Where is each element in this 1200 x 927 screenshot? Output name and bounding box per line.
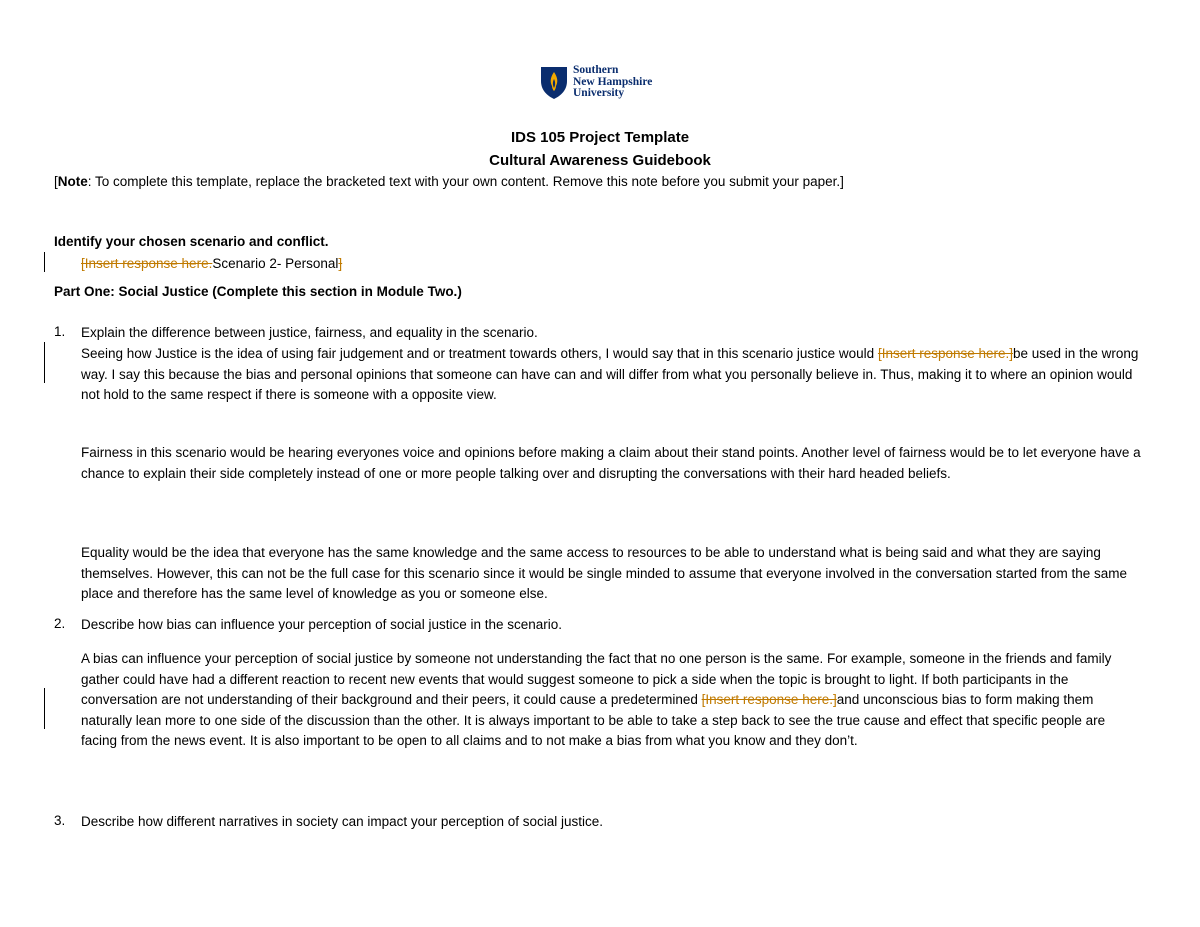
question-2-answer[interactable]: [81, 649, 1143, 752]
deleted-placeholder: [Insert response here.]: [877, 346, 1014, 361]
answer-text: Seeing how Justice is the idea of using fair judgement and or treatment towards others, I would say that in this scenario justice would: [81, 346, 878, 361]
scenario-answer: Scenario 2- Personal: [212, 256, 339, 271]
deleted-placeholder: [Insert response here.: [81, 256, 213, 271]
question-1-answer-equality[interactable]: Equality would be the idea that everyone has the same knowledge and the same access to resources to be able to understand what is being said and what they are saying themselves. However, this can not be the full case for this scenario since it would be single minded to assume that everyone involved in the conversation started from the same place and therefore has the same level of knowledge as you or someone else.: [81, 545, 1128, 601]
snhu-shield-icon: [540, 66, 568, 100]
deleted-placeholder: [Insert response here.]: [701, 692, 837, 707]
logo-line-new-hampshire: New Hampshire: [573, 75, 653, 88]
deleted-bracket: ]: [338, 256, 343, 271]
snhu-logo: [540, 66, 652, 100]
question-2-number: 2.: [54, 616, 66, 631]
answer-text: be used in the wrong way. I say this because the bias and personal opinions that someone can have can and will differ from what you personally believe in. Thus, making it to where an opinion would not hold to the same respect if there is someone with a opposite view.: [81, 346, 1139, 402]
change-bar: [44, 688, 45, 729]
change-bar: [44, 252, 45, 272]
note-text: : To complete this template, replace the bracketed text with your own content. Remove this note before you submit your paper.]: [87, 174, 844, 189]
part-one-heading: Part One: Social Justice (Complete this section in Module Two.): [54, 284, 462, 299]
document-title: IDS 105 Project Template: [510, 129, 690, 146]
question-3-prompt: Describe how different narratives in society can impact your perception of social justice.: [81, 814, 603, 829]
scenario-heading: Identify your chosen scenario and conflict.: [54, 234, 329, 249]
logo-line-university: University: [573, 87, 625, 99]
question-1-prompt: Explain the difference between justice, fairness, and equality in the scenario.: [81, 325, 538, 340]
question-1-number: 1.: [54, 324, 66, 339]
note-open-bracket: [: [54, 174, 58, 189]
change-bar: [44, 342, 45, 383]
logo-line-southern: Southern: [573, 64, 619, 76]
answer-text: A bias can influence your perception of social justice by someone not understanding the fact that no one person is the same. For example, someone in the friends and family gather could have had a different reaction to recent new events that would suggest someone to pick a side when the topic is brought to light. If both participants in the conversation are not understanding of their background and their peers, it could cause a predetermined: [81, 651, 1112, 707]
answer-text: and unconscious bias to form making them naturally lean more to one side of the discussion than the other. It is always important to be able to take a step back to see the true cause and effect that specific people are facing from the news event. It is also important to be open to all claims and to not make a bias from what you know and they don’t.: [81, 692, 1106, 748]
document-subtitle: Cultural Awareness Guidebook: [489, 152, 711, 169]
logo-wordmark: [573, 65, 652, 100]
note-label: Note: [57, 174, 88, 189]
template-note: [54, 174, 844, 189]
question-3-number: 3.: [54, 813, 66, 828]
scenario-response[interactable]: [81, 254, 1143, 275]
question-2-prompt: Describe how bias can influence your perception of social justice in the scenario.: [81, 617, 563, 632]
question-1-answer-justice[interactable]: [81, 344, 1143, 406]
question-1-answer-fairness[interactable]: Fairness in this scenario would be hearing everyones voice and opinions before making a claim about their stand points. Another level of fairness would be to let everyone have a chance to explain their side completely instead of one or more people talking over and disrupting the conversations with their hard headed beliefs.: [81, 445, 1141, 481]
